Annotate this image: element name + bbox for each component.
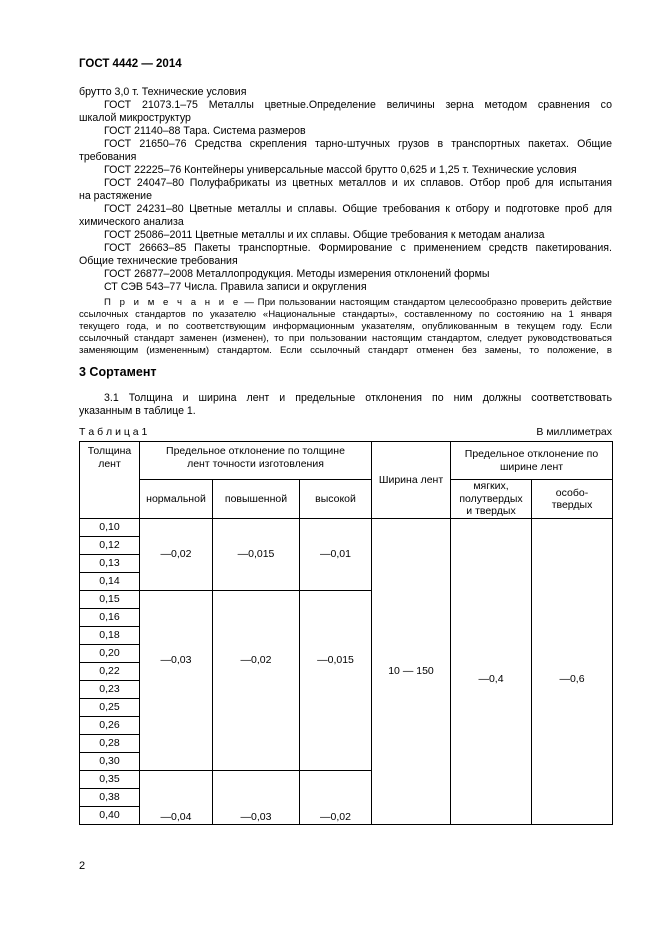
note-line: ссылочный стандарт заменен (изменен), то при пользовании настоящим стандартом, следует руководствоваться xyxy=(79,333,612,344)
header-thickness: Толщина лент xyxy=(80,442,140,519)
thickness-cell: 0,22 xyxy=(80,663,140,681)
thickness-cell: 0,14 xyxy=(80,573,140,591)
thickness-cell: 0,18 xyxy=(80,627,140,645)
dev-normal-cell: —0,03 xyxy=(140,591,213,771)
note-line: ссылочных стандартов по указателю «Национальные стандарты», составленному по состоянию на 1 января xyxy=(79,309,612,320)
section-heading: 3 Сортамент xyxy=(79,365,157,379)
text-line: ГОСТ 21650–76 Средства скрепления тарно-штучных грузов в транспортных пакетах. Общие xyxy=(104,138,612,150)
note-text: — При пользовании настоящим стандартом целесообразно проверить действие xyxy=(240,297,612,308)
thickness-cell: 0,15 xyxy=(80,591,140,609)
width-dev-extra-cell: —0,6 xyxy=(532,519,613,825)
text-line: ГОСТ 22225–76 Контейнеры универсальные массой брутто 0,625 и 1,25 т. Технические условия xyxy=(104,164,577,176)
dev-highest-cell: —0,02 xyxy=(300,771,372,825)
table-1 xyxy=(79,441,613,825)
dev-highest-cell: —0,015 xyxy=(300,591,372,771)
note-line: текущего года, и по соответствующим информационным указателям, опубликованным в текущем году. Если xyxy=(79,321,612,332)
text-line: Общие технические требования xyxy=(79,255,238,267)
thickness-cell: 0,38 xyxy=(80,789,140,807)
text-line: требования xyxy=(79,151,137,163)
thickness-cell: 0,25 xyxy=(80,699,140,717)
dev-highest-cell: —0,01 xyxy=(300,519,372,591)
thickness-cell: 0,23 xyxy=(80,681,140,699)
text-line: ГОСТ 26663–85 Пакеты транспортные. Формирование с применением средств пакетирования. xyxy=(104,242,612,254)
paragraph-line: 3.1 Толщина и ширина лент и предельные отклонения по ним должны соответствовать xyxy=(104,392,612,404)
note-label: П р и м е ч а н и е xyxy=(104,297,241,308)
text-line: химического анализа xyxy=(79,216,184,228)
text-line: ГОСТ 24047–80 Полуфабрикаты из цветных металлов и их сплавов. Отбор проб для испытания xyxy=(104,177,612,189)
text-line: ГОСТ 24231–80 Цветные металлы и сплавы. Общие требования к отбору и подготовке проб для xyxy=(104,203,612,215)
header-extra-hard: особо-твердых xyxy=(532,480,613,519)
text-line: ГОСТ 26877–2008 Металлопродукция. Методы измерения отклонений формы xyxy=(104,268,490,280)
thickness-cell: 0,30 xyxy=(80,753,140,771)
header-soft: мягких, полутвердых и твердых xyxy=(451,480,532,519)
dev-high-cell: —0,02 xyxy=(213,591,300,771)
document-header: ГОСТ 4442 — 2014 xyxy=(79,58,182,70)
thickness-cell: 0,26 xyxy=(80,717,140,735)
header-normal: нормальной xyxy=(140,480,213,519)
thickness-cell: 0,35 xyxy=(80,771,140,789)
paragraph-line: указанным в таблице 1. xyxy=(79,405,196,417)
thickness-cell: 0,28 xyxy=(80,735,140,753)
dev-high-cell: —0,03 xyxy=(213,771,300,825)
note-line: заменяющим (измененным) стандартом. Если ссылочный стандарт отменен без замены, то положение, в xyxy=(79,345,612,356)
dev-normal-cell: —0,02 xyxy=(140,519,213,591)
header-width: Ширина лент xyxy=(372,442,451,519)
width-cell: 10 — 150 xyxy=(372,519,451,825)
thickness-cell: 0,40 xyxy=(80,807,140,825)
table-caption: Т а б л и ц а 1 xyxy=(79,426,148,438)
header-highest: высокой xyxy=(300,480,372,519)
text-line: на растяжение xyxy=(79,190,152,202)
header-width-deviation: Предельное отклонение по ширине лент xyxy=(451,442,613,480)
text-line: брутто 3,0 т. Технические условия xyxy=(79,86,247,98)
thickness-cell: 0,10 xyxy=(80,519,140,537)
text-line: ГОСТ 21073.1–75 Металлы цветные.Определение величины зерна методом сравнения со xyxy=(104,99,612,111)
header-thickness-deviation: Предельное отклонение по толщине лент точности изготовления xyxy=(140,442,372,480)
width-dev-soft-cell: —0,4 xyxy=(451,519,532,825)
thickness-cell: 0,13 xyxy=(80,555,140,573)
thickness-cell: 0,12 xyxy=(80,537,140,555)
header-high: повышенной xyxy=(213,480,300,519)
note-line xyxy=(79,297,612,309)
page-number: 2 xyxy=(79,860,86,872)
text-line: СТ СЭВ 543–77 Числа. Правила записи и округления xyxy=(104,281,367,293)
table-unit: В миллиметрах xyxy=(536,426,612,438)
dev-high-cell: —0,015 xyxy=(213,519,300,591)
dev-normal-cell: —0,04 xyxy=(140,771,213,825)
text-line: ГОСТ 21140–88 Тара. Система размеров xyxy=(104,125,306,137)
text-line: ГОСТ 25086–2011 Цветные металлы и их сплавы. Общие требования к методам анализа xyxy=(104,229,545,241)
text-line: шкалой микроструктур xyxy=(79,112,191,124)
thickness-cell: 0,20 xyxy=(80,645,140,663)
thickness-cell: 0,16 xyxy=(80,609,140,627)
